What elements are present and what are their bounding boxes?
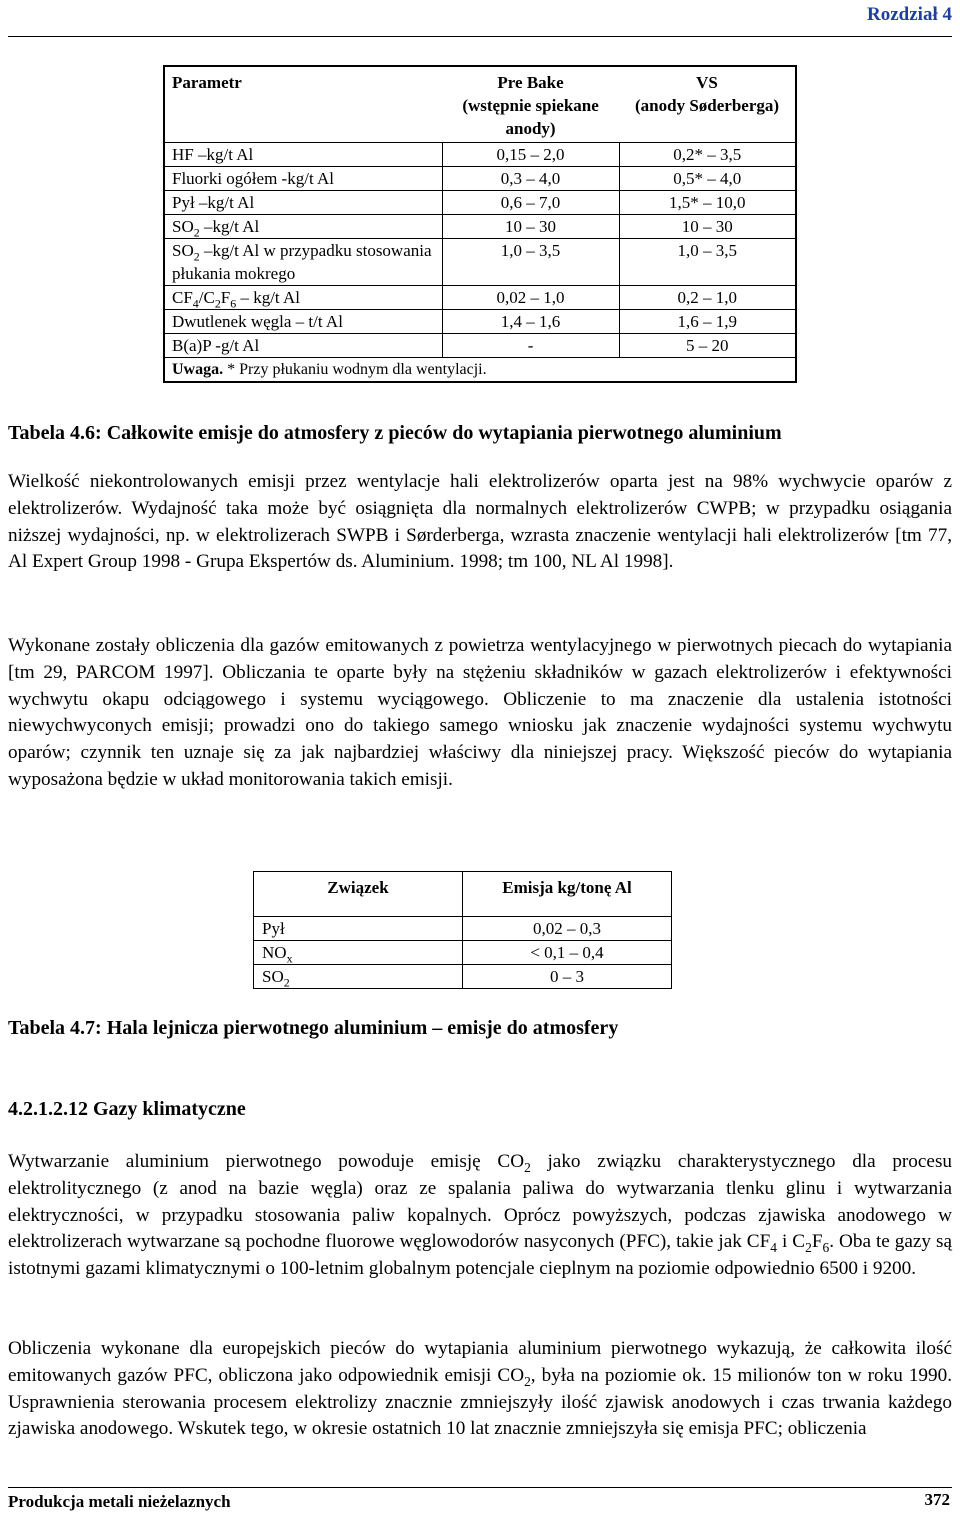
table-row — [164, 286, 796, 310]
compound-cell: $SO_2$ — [254, 965, 463, 989]
table-body — [254, 917, 672, 989]
parameter-cell: B(a)P -g/t Al — [164, 334, 442, 358]
prebake-value-cell: 1,0 – 3,5 — [442, 239, 619, 286]
page-number: 372 — [924, 1490, 950, 1509]
paragraph-ventilation: Wielkość niekontrolowanych emisji przez wentylacje hali elektrolizerów oparta jest na 98% wychwycie oparów z elektrolizerów. Wydajność taka może być osiągnięta dla normalnych elektrolizerów CWPB; w przypadku osiągania niższej wydajności, np. w elektrolizerach SWPB i Sørderberga, wzrasta znaczenie wentylacji hali elektrolizerów [tm 77, Al Expert Group 1998 - Grupa Ekspertów ds. Aluminium. 1998; tm 100, NL Al 1998]. — [8, 471, 952, 573]
header-compound: Związek — [254, 872, 463, 917]
header-vs-line1: VS — [696, 73, 718, 92]
header-prebake-line3: anody) — [505, 119, 556, 138]
header-rule — [8, 36, 952, 37]
section-heading: 4.2.1.2.12 Gazy klimatyczne — [8, 1098, 246, 1120]
table-caption-4-7: Tabela 4.7: Hala lejnicza pierwotnego aluminium – emisje do atmosfery — [8, 1017, 619, 1039]
emission-value-cell: 0,02 – 0,3 — [463, 917, 672, 941]
table-body — [164, 143, 796, 358]
emission-value-cell: < 0,1 – 0,4 — [463, 941, 672, 965]
prebake-value-cell: - — [442, 334, 619, 358]
parameter-cell: Pył –kg/t Al — [164, 191, 442, 215]
vs-value-cell: 0,2 – 1,0 — [619, 286, 796, 310]
header-vs — [619, 66, 796, 143]
parameter-cell: $SO_2$ –kg/t Al — [164, 215, 442, 239]
table-row — [164, 215, 796, 239]
table-row — [254, 917, 672, 941]
parameter-cell: $CF_4/C_2F_6 - kg/t$ Al — [164, 286, 442, 310]
prebake-value-cell: 0,6 – 7,0 — [442, 191, 619, 215]
chapter-label: Rozdział 4 — [867, 4, 952, 25]
prebake-value-cell: 0,3 – 4,0 — [442, 167, 619, 191]
table-header-row — [254, 872, 672, 917]
compound-cell: Pył — [254, 917, 463, 941]
header-parameter: Parametr — [172, 73, 242, 92]
emissions-table-4-6 — [163, 65, 797, 383]
table-row — [254, 941, 672, 965]
vs-value-cell: 0,5* – 4,0 — [619, 167, 796, 191]
parameter-cell: Fluorki ogółem -kg/t Al — [164, 167, 442, 191]
table-row — [164, 143, 796, 167]
parameter-cell: $SO_2$ –kg/t Al w przypadku stosowania płukania mokrego — [164, 239, 442, 286]
table-note-row — [164, 358, 796, 383]
header-emission: Emisja kg/tonę Al — [463, 872, 672, 917]
prebake-value-cell: 0,02 – 1,0 — [442, 286, 619, 310]
prebake-value-cell: 10 – 30 — [442, 215, 619, 239]
note-label: Uwaga. — [172, 361, 224, 378]
table-row — [164, 191, 796, 215]
vs-value-cell: 1,5* – 10,0 — [619, 191, 796, 215]
table-row — [164, 239, 796, 286]
parameter-cell: HF –kg/t Al — [164, 143, 442, 167]
paragraph-calculations: Wykonane zostały obliczenia dla gazów emitowanych z powietrza wentylacyjnego w pierwotnych piecach do wytapiania [tm 29, PARCOM 1997]. Obliczania te oparte były na stężeniu składników w gazach elektrolizerów i efektywności wychwytu okapu odciągowego i systemu wyciągowego. Obliczenie to ma znaczenie dla ustalenia istotności niewychwyconych emisji; prowadzi ono do takiego samego wniosku jak znaczenie wydajności systemu wychwytu oparów; czynnik ten uznaje się za jak najbardziej właściwy dla niniejszej pracy. Większość pieców do wytapiania wyposażona będzie w układ monitorowania takich emisji. — [8, 635, 952, 790]
footer-title: Produkcja metali nieżelaznych — [8, 1492, 231, 1511]
table-row — [164, 310, 796, 334]
header-prebake-line1: Pre Bake — [497, 73, 564, 92]
footer-rule — [8, 1487, 952, 1488]
prebake-value-cell: 1,4 – 1,6 — [442, 310, 619, 334]
header-prebake-line2: (wstępnie spiekane — [462, 96, 599, 115]
table-row — [164, 334, 796, 358]
vs-value-cell: 1,6 – 1,9 — [619, 310, 796, 334]
emissions-table-4-7 — [253, 871, 672, 989]
table-caption-4-6: Tabela 4.6: Całkowite emisje do atmosfery z pieców do wytapiania pierwotnego aluminium — [8, 422, 782, 444]
table-header-row — [164, 66, 796, 143]
compound-cell: $NO_x$ — [254, 941, 463, 965]
prebake-value-cell: 0,15 – 2,0 — [442, 143, 619, 167]
paragraph-climate-gases: Wytwarzanie aluminium pierwotnego powoduje emisję $CO_2$ jako związku charakterystycznego dla procesu elektrolitycznego (z anod na bazie węgla) oraz ze spalania paliwa do wytwarzania tlenku glinu i wytwarzania elektryczności, w przypadku stosowania paliw kopalnych. Oprócz powyższych, podczas zjawiska anodowego w elektrolizerach wytwarzane są pochodne fluorowe węglowodorów nasyconych (PFC), takie jak $CF_4$ i $C_2F_6$. Oba te gazy są istotnymi gazami klimatycznymi o 100-letnim globalnym potencjale cieplnym na poziomie odpowiednio 6500 i 9200. — [8, 1151, 952, 1280]
table-row — [164, 167, 796, 191]
note-text: * Przy płukaniu wodnym dla wentylacji. — [223, 361, 487, 378]
paragraph-pfc-calculations: Obliczenia wykonane dla europejskich pieców do wytapiania aluminium pierwotnego wykazują, że całkowita ilość emitowanych gazów PFC, obliczona jako odpowiednik emisji $CO_2$, była na poziomie ok. 15 milionów ton w roku 1990. Usprawnienia sterowania procesem elektrolizy znacznie zmniejszyły ilość zjawisk anodowych i czas trwania każdego zjawiska anodowego. Wskutek tego, w okresie ostatnich 10 lat znacznie zmniejszyła się emisja PFC; obliczenia — [8, 1338, 953, 1440]
vs-value-cell: 0,2* – 3,5 — [619, 143, 796, 167]
vs-value-cell: 10 – 30 — [619, 215, 796, 239]
parameter-cell: Dwutlenek węgla – t/t Al — [164, 310, 442, 334]
vs-value-cell: 1,0 – 3,5 — [619, 239, 796, 286]
table-note — [164, 358, 796, 383]
header-vs-line2: (anody Søderberga) — [635, 96, 780, 115]
table-row — [254, 965, 672, 989]
header-prebake — [442, 66, 619, 143]
emission-value-cell: 0 – 3 — [463, 965, 672, 989]
vs-value-cell: 5 – 20 — [619, 334, 796, 358]
